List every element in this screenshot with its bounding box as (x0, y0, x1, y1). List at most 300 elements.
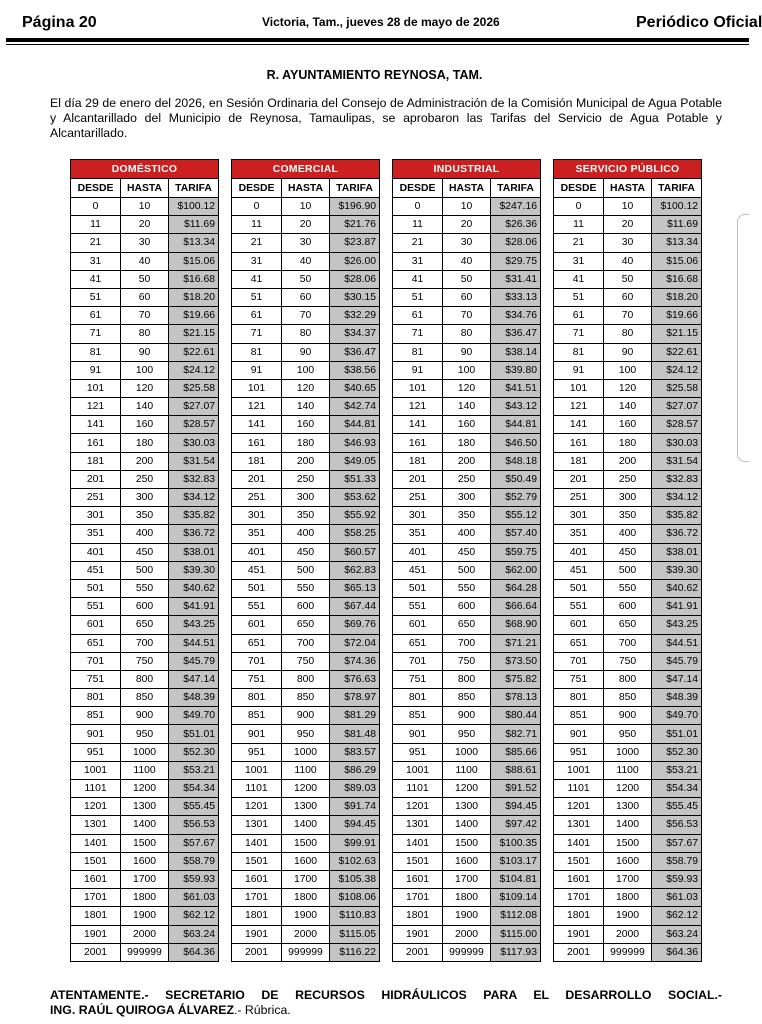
table-row (232, 816, 380, 834)
table-row (393, 198, 541, 216)
table-row (71, 234, 219, 252)
cell-desde: 121 (393, 398, 443, 416)
cell-tarifa: $34.37 (330, 325, 380, 343)
cell-hasta: 1800 (121, 889, 169, 907)
table-row (232, 489, 380, 507)
cell-tarifa: $38.14 (491, 343, 541, 361)
cell-tarifa: $59.93 (652, 870, 702, 888)
cell-desde: 161 (554, 434, 604, 452)
cell-desde: 701 (71, 652, 121, 670)
cell-tarifa: $75.82 (491, 670, 541, 688)
cell-desde: 601 (232, 616, 282, 634)
table-row (393, 925, 541, 943)
cell-tarifa: $58.79 (169, 852, 219, 870)
table-row (554, 852, 702, 870)
cell-hasta: 60 (443, 288, 491, 306)
cell-hasta: 1900 (604, 907, 652, 925)
cell-tarifa: $59.93 (169, 870, 219, 888)
table-row (554, 361, 702, 379)
cell-desde: 801 (393, 689, 443, 707)
table-row (232, 234, 380, 252)
cell-hasta: 900 (443, 707, 491, 725)
table-row (232, 288, 380, 306)
cell-tarifa: $36.72 (169, 525, 219, 543)
cell-hasta: 600 (282, 598, 330, 616)
table-row (232, 398, 380, 416)
cell-tarifa: $36.47 (491, 325, 541, 343)
cell-tarifa: $78.13 (491, 689, 541, 707)
cell-hasta: 1200 (282, 780, 330, 798)
cell-tarifa: $62.00 (491, 561, 541, 579)
cell-tarifa: $94.45 (491, 798, 541, 816)
cell-desde: 91 (232, 361, 282, 379)
signature-suffix: .- Rúbrica. (234, 1003, 291, 1017)
cell-tarifa: $115.00 (491, 925, 541, 943)
cell-hasta: 160 (282, 416, 330, 434)
table-row (232, 270, 380, 288)
cell-hasta: 140 (604, 398, 652, 416)
table-row (554, 561, 702, 579)
cell-desde: 801 (232, 689, 282, 707)
cell-desde: 501 (393, 579, 443, 597)
cell-hasta: 50 (121, 270, 169, 288)
cell-desde: 71 (393, 325, 443, 343)
cell-hasta: 200 (443, 452, 491, 470)
cell-desde: 141 (554, 416, 604, 434)
table-row (554, 216, 702, 234)
cell-hasta: 40 (282, 252, 330, 270)
cell-hasta: 2000 (121, 925, 169, 943)
cell-hasta: 1000 (121, 743, 169, 761)
table-row (232, 598, 380, 616)
cell-tarifa: $24.12 (652, 361, 702, 379)
cell-hasta: 250 (443, 470, 491, 488)
cell-tarifa: $88.61 (491, 761, 541, 779)
cell-hasta: 30 (443, 234, 491, 252)
table-row (554, 252, 702, 270)
cell-hasta: 250 (121, 470, 169, 488)
cell-hasta: 650 (604, 616, 652, 634)
column-header-hasta: HASTA (443, 179, 491, 198)
cell-tarifa: $49.70 (652, 707, 702, 725)
cell-tarifa: $97.42 (491, 816, 541, 834)
cell-hasta: 850 (121, 689, 169, 707)
cell-hasta: 900 (282, 707, 330, 725)
cell-tarifa: $44.81 (491, 416, 541, 434)
cell-tarifa: $51.33 (330, 470, 380, 488)
cell-desde: 0 (554, 198, 604, 216)
cell-desde: 81 (554, 343, 604, 361)
cell-desde: 1001 (393, 761, 443, 779)
cell-hasta: 1800 (604, 889, 652, 907)
table-row (71, 489, 219, 507)
cell-desde: 21 (71, 234, 121, 252)
cell-desde: 601 (71, 616, 121, 634)
cell-desde: 81 (232, 343, 282, 361)
table-row (71, 434, 219, 452)
cell-desde: 1701 (71, 889, 121, 907)
cell-hasta: 500 (604, 561, 652, 579)
cell-tarifa: $56.53 (169, 816, 219, 834)
table-row (232, 361, 380, 379)
side-scroll-handle[interactable] (737, 214, 749, 462)
cell-tarifa: $35.82 (169, 507, 219, 525)
table-row (393, 725, 541, 743)
cell-hasta: 950 (443, 725, 491, 743)
cell-hasta: 1400 (282, 816, 330, 834)
table-row (554, 689, 702, 707)
cell-tarifa: $19.66 (169, 307, 219, 325)
cell-hasta: 1300 (121, 798, 169, 816)
cell-tarifa: $56.53 (652, 816, 702, 834)
cell-desde: 1401 (393, 834, 443, 852)
cell-tarifa: $52.79 (491, 489, 541, 507)
cell-desde: 31 (71, 252, 121, 270)
cell-desde: 21 (232, 234, 282, 252)
cell-tarifa: $40.65 (330, 379, 380, 397)
cell-desde: 551 (71, 598, 121, 616)
header-rule-thick (6, 38, 749, 42)
cell-hasta: 1500 (443, 834, 491, 852)
table-row (232, 652, 380, 670)
column-header-desde: DESDE (232, 179, 282, 198)
cell-desde: 1001 (554, 761, 604, 779)
cell-desde: 11 (554, 216, 604, 234)
cell-tarifa: $58.25 (330, 525, 380, 543)
cell-hasta: 180 (604, 434, 652, 452)
cell-desde: 1901 (232, 925, 282, 943)
table-row (393, 398, 541, 416)
table-row (393, 816, 541, 834)
cell-tarifa: $53.21 (652, 761, 702, 779)
cell-hasta: 140 (121, 398, 169, 416)
cell-hasta: 10 (282, 198, 330, 216)
table-row (71, 689, 219, 707)
table-row (554, 670, 702, 688)
cell-hasta: 350 (121, 507, 169, 525)
cell-hasta: 1100 (282, 761, 330, 779)
cell-desde: 101 (393, 379, 443, 397)
table-row (393, 507, 541, 525)
cell-tarifa: $59.75 (491, 543, 541, 561)
cell-hasta: 400 (443, 525, 491, 543)
cell-desde: 2001 (554, 943, 604, 961)
cell-tarifa: $34.76 (491, 307, 541, 325)
cell-hasta: 400 (282, 525, 330, 543)
table-row (232, 725, 380, 743)
column-header-desde: DESDE (554, 179, 604, 198)
cell-tarifa: $24.12 (169, 361, 219, 379)
cell-desde: 1601 (71, 870, 121, 888)
cell-tarifa: $23.87 (330, 234, 380, 252)
cell-desde: 51 (393, 288, 443, 306)
cell-tarifa: $36.47 (330, 343, 380, 361)
table-row (232, 761, 380, 779)
cell-desde: 1601 (232, 870, 282, 888)
cell-tarifa: $19.66 (652, 307, 702, 325)
cell-hasta: 50 (443, 270, 491, 288)
cell-desde: 61 (71, 307, 121, 325)
cell-desde: 161 (71, 434, 121, 452)
table-category-title: COMERCIAL (232, 160, 380, 179)
cell-desde: 551 (393, 598, 443, 616)
table-row (232, 925, 380, 943)
cell-desde: 51 (232, 288, 282, 306)
cell-hasta: 120 (443, 379, 491, 397)
cell-desde: 551 (554, 598, 604, 616)
cell-hasta: 300 (282, 489, 330, 507)
cell-desde: 451 (554, 561, 604, 579)
cell-tarifa: $51.01 (169, 725, 219, 743)
cell-desde: 1501 (393, 852, 443, 870)
table-row (232, 834, 380, 852)
cell-desde: 91 (71, 361, 121, 379)
cell-tarifa: $49.05 (330, 452, 380, 470)
cell-desde: 1801 (71, 907, 121, 925)
cell-desde: 851 (71, 707, 121, 725)
cell-hasta: 40 (604, 252, 652, 270)
cell-tarifa: $16.68 (169, 270, 219, 288)
table-row (393, 834, 541, 852)
cell-hasta: 500 (282, 561, 330, 579)
cell-desde: 1101 (554, 780, 604, 798)
cell-tarifa: $61.03 (169, 889, 219, 907)
table-row (71, 616, 219, 634)
table-row (232, 852, 380, 870)
cell-hasta: 50 (282, 270, 330, 288)
cell-tarifa: $22.61 (652, 343, 702, 361)
table-row (71, 543, 219, 561)
table-row (71, 652, 219, 670)
cell-tarifa: $103.17 (491, 852, 541, 870)
cell-hasta: 700 (282, 634, 330, 652)
cell-desde: 301 (71, 507, 121, 525)
cell-desde: 81 (71, 343, 121, 361)
table-row (71, 889, 219, 907)
cell-tarifa: $21.15 (652, 325, 702, 343)
cell-hasta: 90 (121, 343, 169, 361)
table-row (393, 288, 541, 306)
cell-tarifa: $51.01 (652, 725, 702, 743)
cell-desde: 351 (71, 525, 121, 543)
cell-desde: 951 (232, 743, 282, 761)
cell-tarifa: $39.80 (491, 361, 541, 379)
cell-tarifa: $117.93 (491, 943, 541, 961)
table-row (393, 579, 541, 597)
table-row (71, 307, 219, 325)
table-row (71, 525, 219, 543)
cell-tarifa: $247.16 (491, 198, 541, 216)
cell-hasta: 60 (282, 288, 330, 306)
table-row (554, 598, 702, 616)
cell-tarifa: $100.35 (491, 834, 541, 852)
table-category-title: DOMÉSTICO (71, 160, 219, 179)
cell-desde: 2001 (232, 943, 282, 961)
cell-tarifa: $55.45 (169, 798, 219, 816)
cell-hasta: 1500 (121, 834, 169, 852)
cell-tarifa: $16.68 (652, 270, 702, 288)
cell-hasta: 40 (443, 252, 491, 270)
table-row (393, 470, 541, 488)
cell-hasta: 1000 (282, 743, 330, 761)
cell-desde: 1301 (554, 816, 604, 834)
cell-hasta: 650 (282, 616, 330, 634)
cell-tarifa: $91.74 (330, 798, 380, 816)
cell-hasta: 800 (121, 670, 169, 688)
cell-hasta: 90 (282, 343, 330, 361)
cell-hasta: 1800 (443, 889, 491, 907)
table-row (232, 452, 380, 470)
cell-tarifa: $57.67 (652, 834, 702, 852)
cell-hasta: 800 (604, 670, 652, 688)
cell-desde: 651 (71, 634, 121, 652)
table-row (393, 652, 541, 670)
cell-tarifa: $15.06 (652, 252, 702, 270)
cell-hasta: 80 (604, 325, 652, 343)
cell-tarifa: $44.51 (652, 634, 702, 652)
cell-desde: 1101 (393, 780, 443, 798)
table-row (554, 780, 702, 798)
cell-hasta: 70 (443, 307, 491, 325)
table-row (232, 434, 380, 452)
table-row (393, 525, 541, 543)
cell-desde: 0 (232, 198, 282, 216)
cell-desde: 11 (393, 216, 443, 234)
cell-desde: 751 (232, 670, 282, 688)
cell-tarifa: $21.76 (330, 216, 380, 234)
cell-desde: 901 (554, 725, 604, 743)
cell-tarifa: $69.76 (330, 616, 380, 634)
cell-hasta: 120 (604, 379, 652, 397)
cell-desde: 351 (393, 525, 443, 543)
cell-tarifa: $44.81 (330, 416, 380, 434)
cell-tarifa: $62.83 (330, 561, 380, 579)
column-header-hasta: HASTA (121, 179, 169, 198)
cell-tarifa: $31.41 (491, 270, 541, 288)
cell-tarifa: $64.36 (652, 943, 702, 961)
cell-tarifa: $25.58 (169, 379, 219, 397)
cell-hasta: 700 (604, 634, 652, 652)
cell-hasta: 50 (604, 270, 652, 288)
cell-tarifa: $64.36 (169, 943, 219, 961)
cell-hasta: 400 (604, 525, 652, 543)
cell-hasta: 140 (282, 398, 330, 416)
table-row (393, 616, 541, 634)
table-row (71, 598, 219, 616)
cell-desde: 1201 (232, 798, 282, 816)
table-row (554, 543, 702, 561)
cell-hasta: 90 (443, 343, 491, 361)
cell-hasta: 1200 (604, 780, 652, 798)
cell-tarifa: $55.45 (652, 798, 702, 816)
cell-tarifa: $38.01 (169, 543, 219, 561)
cell-desde: 801 (554, 689, 604, 707)
cell-tarifa: $53.21 (169, 761, 219, 779)
table-row (232, 216, 380, 234)
cell-tarifa: $42.74 (330, 398, 380, 416)
table-row (554, 634, 702, 652)
table-row (71, 252, 219, 270)
column-header-tarifa: TARIFA (330, 179, 380, 198)
table-row (232, 325, 380, 343)
table-row (71, 816, 219, 834)
cell-desde: 851 (393, 707, 443, 725)
cell-tarifa: $26.36 (491, 216, 541, 234)
table-row (232, 525, 380, 543)
table-row (554, 507, 702, 525)
cell-desde: 201 (393, 470, 443, 488)
cell-desde: 121 (554, 398, 604, 416)
table-row (554, 398, 702, 416)
cell-tarifa: $41.91 (652, 598, 702, 616)
cell-tarifa: $49.70 (169, 707, 219, 725)
cell-hasta: 1700 (282, 870, 330, 888)
table-row (393, 452, 541, 470)
cell-tarifa: $22.61 (169, 343, 219, 361)
cell-hasta: 750 (443, 652, 491, 670)
table-row (554, 798, 702, 816)
cell-tarifa: $29.75 (491, 252, 541, 270)
cell-desde: 251 (554, 489, 604, 507)
cell-hasta: 800 (282, 670, 330, 688)
column-header-tarifa: TARIFA (652, 179, 702, 198)
column-header-tarifa: TARIFA (491, 179, 541, 198)
cell-desde: 901 (71, 725, 121, 743)
cell-tarifa: $82.71 (491, 725, 541, 743)
cell-tarifa: $46.93 (330, 434, 380, 452)
cell-tarifa: $40.62 (652, 579, 702, 597)
cell-tarifa: $74.36 (330, 652, 380, 670)
cell-tarifa: $105.38 (330, 870, 380, 888)
cell-desde: 141 (393, 416, 443, 434)
cell-hasta: 350 (443, 507, 491, 525)
cell-desde: 51 (71, 288, 121, 306)
table-row (554, 325, 702, 343)
cell-tarifa: $43.25 (652, 616, 702, 634)
table-row (71, 452, 219, 470)
table-row (232, 780, 380, 798)
cell-desde: 121 (71, 398, 121, 416)
cell-desde: 651 (554, 634, 604, 652)
table-row (554, 307, 702, 325)
table-row (71, 907, 219, 925)
cell-tarifa: $47.14 (169, 670, 219, 688)
cell-desde: 451 (393, 561, 443, 579)
cell-tarifa: $45.79 (652, 652, 702, 670)
cell-tarifa: $76.63 (330, 670, 380, 688)
cell-hasta: 600 (604, 598, 652, 616)
cell-hasta: 180 (443, 434, 491, 452)
cell-desde: 41 (554, 270, 604, 288)
cell-desde: 1801 (554, 907, 604, 925)
cell-tarifa: $73.50 (491, 652, 541, 670)
cell-desde: 1901 (554, 925, 604, 943)
cell-hasta: 10 (443, 198, 491, 216)
cell-tarifa: $57.67 (169, 834, 219, 852)
table-row (393, 216, 541, 234)
cell-desde: 1601 (554, 870, 604, 888)
cell-tarifa: $30.03 (169, 434, 219, 452)
cell-desde: 651 (393, 634, 443, 652)
table-row (71, 325, 219, 343)
table-row (393, 598, 541, 616)
table-row (393, 761, 541, 779)
table-row (393, 270, 541, 288)
table-category-title: INDUSTRIAL (393, 160, 541, 179)
cell-tarifa: $65.13 (330, 579, 380, 597)
table-row (71, 270, 219, 288)
cell-tarifa: $47.14 (652, 670, 702, 688)
